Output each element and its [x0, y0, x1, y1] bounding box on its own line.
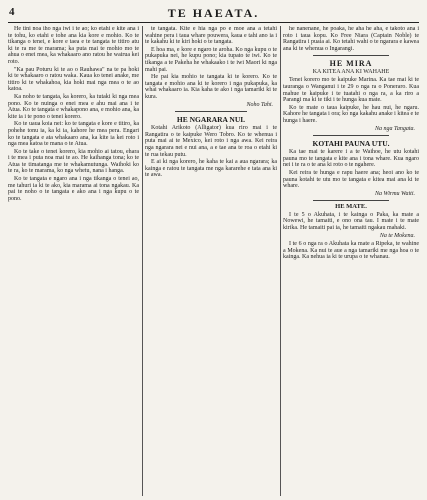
- separator: [313, 55, 389, 56]
- separator: [313, 200, 389, 201]
- signature: Na Wirmu Waiti.: [375, 190, 415, 197]
- subheading: HE MATE.: [335, 203, 367, 211]
- paragraph: He tini noa iho nga iwi i te ao; ko etahi e kite ana i te tohu, ko etahi e tohe ana kia kore e mohio. Ko te tikanga o tenei, e kore e taea e te tangata te titiro atu ki te ra me te marama; ka puta mai te mohio mo te ahua o enei mea, ka whakaaro ano ratou he wairua kei roto.: [8, 26, 139, 65]
- signature: Noho Tahi.: [246, 101, 273, 108]
- paragraph: I te 5 o Akuhata, i te kainga o Paka, ka mate a Nowewi, he tamaiti, e ono ona tau. I mate i te mate kirika. He tamaiti pai ia, he tamaiti ngakau mahaki.: [283, 211, 419, 232]
- paragraph: E hoa ma, e kore e ngaro te aroha. Ko nga kupu o te pukapuka nei, he kupu pono; kia tupato te iwi. Ko te tikanga a te Pakeha he whakaako i te iwi Maori ki nga mahi pai.: [145, 46, 277, 73]
- headline: KOTAHI PAUNA UTU.: [312, 139, 390, 149]
- paragraph: Kotahi Arikoto (Alligator) kua riro mai i te Rangatira o te kaipuke Wero Tobro. Ko te whenua i puta mai ai te Mexico, kei roto i nga awa. Kei reira nga ngarara nei e nui ana, a e tae ana te roa o etahi ki te rua tekau putu.: [145, 125, 277, 158]
- paragraph: "Ka pau Poturu ki te ao o Rauhawa" na te pa hoki ki te whakaaro o ratou waka. Kaua ko tenei anake, me titiro ki te whakahoa, kia hoki mai nga mea o te ao katoa.: [8, 66, 139, 93]
- paragraph: he nanenane, he poaka, he aha he aha, e takoto ana i roto i taua kopu. Ko Free Niara (Captain Noble) te Rangatira i puaia ai. Ko tetahi wahi o te ngarara e kawea ana ki te whenua o Ingarangi.: [283, 26, 419, 52]
- paragraph: te tangata. Kite e hia nga po e moe ana a tetahi wahine pera i taua whare pouwera, kaua e tahi ano ia i te kakahu ki te kiri hoki o te tangata.: [145, 26, 277, 46]
- paragraph: Ko te mate o taua kaipuke, he hau nui, he ngaru. Kahore he tangata i ora; ko nga kakahu anake i kitea e te hunga i haere.: [283, 104, 419, 124]
- paragraph: Ko te take o tenei korero, kia mohio ai tatou, ehara i te mea i puta noa mai te ao. He kaihanga tona; ko te Atua te timatanga me te whakamutunga. Waihoki ko te ra, ko te marama, ko nga whetu, nana i hanga.: [8, 148, 139, 175]
- separator: [175, 111, 247, 112]
- column-divider: [142, 26, 143, 496]
- page-number: 4: [9, 6, 15, 18]
- paragraph: Ko te tangata e ngaro ana i nga tikanga o tenei ao, me tahuri ia ki te ako, kia marama ai tona ngakau. Ka pai te noho o te tangata e ako ana i nga kupu o te pono.: [8, 176, 139, 202]
- paragraph: He pai kia mohio te tangata ki te korero. Ko te tangata e mohio ana ki te korero i nga pukapuka, ka whai whakaaro ia. Kia kaha te ako i nga tamariki ki te kura.: [145, 74, 277, 100]
- section-subheading: KA KITEA ANA KI WAHAHE: [312, 69, 390, 76]
- paragraph: Ka noho te tangata, ka korero, ka tutaki ki nga mea pono. Ko te nuinga o enei mea e ahu mai ana i te Atua. Ko te tangata e whakapono ana, e mohio ana, ka kite ia i te pono o tenei korero.: [8, 93, 139, 120]
- paragraph: I te 6 o nga ra o Akuhata ka mate a Ripeka, te wahine a Mokena. Ka nui te aue a nga tamariki me nga hoa o te kainga. Ka nehua ia ki te urupa o te whanau.: [283, 241, 419, 261]
- column-3: [283, 26, 419, 496]
- section-heading: HE MIRA: [329, 59, 373, 69]
- column-divider: [280, 26, 281, 496]
- masthead-title: TE HAEATA.: [167, 6, 260, 20]
- signature: Na nga Tangata.: [375, 125, 415, 132]
- header-rule: [8, 22, 419, 23]
- separator: [313, 135, 389, 136]
- paragraph: Tenei korero mo te kaipuke Marina. Ka tae mai ki te tauranga o Wanganui i te 29 o nga ra o Poneraro. Kua mahue te kaipuke i te tuatahi o nga ra, a ka riro a Parangi ma ki te tiki i te hunga kua mate.: [283, 77, 419, 104]
- paragraph: Ka tae mai te karere i a te Waihoe, he utu kotahi pauna mo te tangata e kite ana i tona whare. Kua ngaro nei i te ra o te ana ki roto o te ngahere.: [283, 149, 419, 169]
- paragraph: Ko te uaua koia nei: ko te tangata e kore e titiro, ka pohehe tonu ia, ka ki ia, kahore he mea pera. Engari ko te tangata e ata whakaaro ana, ka kite ia kei roto i nga mea katoa te mana o te Atua.: [8, 121, 139, 148]
- paragraph: Kei reira te hunga e rapu haere ana; heoi ano ko te pauna kotahi te utu mo te tangata e kitea mai ana ki te whare.: [283, 169, 419, 190]
- paragraph: E ai ki nga korero, he kaha te kai a aua ngarara; ka kainga e ratou te tangata me nga kararehe e tata ana ki te awa.: [145, 159, 277, 179]
- column-1: [8, 26, 139, 496]
- column-2: [145, 26, 277, 496]
- signature: Na te Mokena.: [379, 232, 415, 239]
- page-header: [0, 6, 427, 20]
- section-heading: HE NGARARA NUI.: [176, 115, 246, 125]
